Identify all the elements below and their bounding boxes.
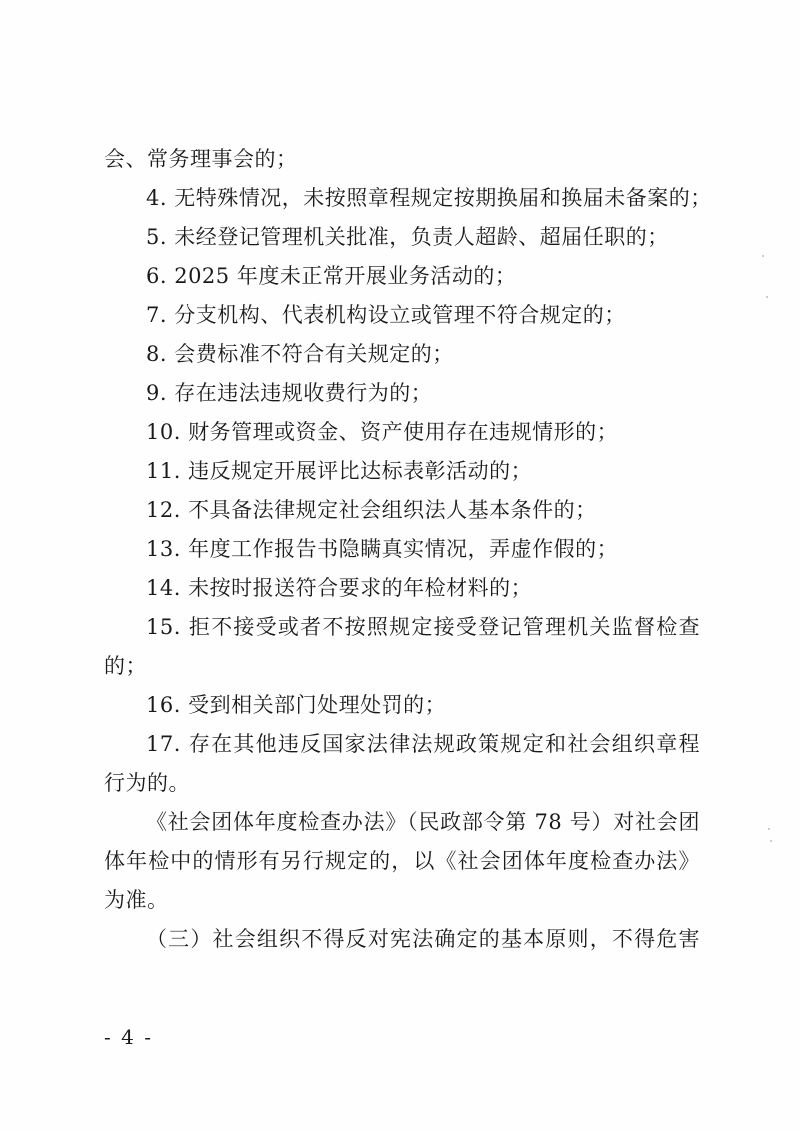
list-item-8: 8. 会费标准不符合有关规定的； xyxy=(146,342,454,366)
list-item-15-continued: 的； xyxy=(104,654,147,678)
list-item-16: 16. 受到相关部门处理处罚的； xyxy=(146,693,447,717)
scan-speck xyxy=(766,296,768,298)
list-item-12: 12. 不具备法律规定社会组织法人基本条件的； xyxy=(146,498,597,522)
scan-speck xyxy=(762,255,764,257)
list-item-10: 10. 财务管理或资金、资产使用存在违规情形的； xyxy=(146,420,619,444)
list-item-14: 14. 未按时报送符合要求的年检材料的； xyxy=(146,576,533,600)
list-item-17: 17. 存在其他违反国家法律法规政策规定和社会组织章程 xyxy=(146,732,700,756)
list-item-13: 13. 年度工作报告书隐瞒真实情况，弄虚作假的； xyxy=(146,537,619,561)
list-item-4: 4. 无特殊情况，未按照章程规定按期换届和换届未备案的； xyxy=(146,186,712,210)
body-text xyxy=(104,140,712,959)
scan-speck xyxy=(768,828,770,830)
list-item-6: 6. 2025 年度未正常开展业务活动的； xyxy=(146,264,517,288)
list-item-5: 5. 未经登记管理机关批准，负责人超龄、超届任职的； xyxy=(146,225,669,249)
list-item-15: 15. 拒不接受或者不按照规定接受登记管理机关监督检查 xyxy=(146,615,700,639)
list-item-9: 9. 存在违法违规收费行为的； xyxy=(146,381,433,405)
list-item-17-continued: 行为的。 xyxy=(104,771,190,795)
page-number: - 4 - xyxy=(104,1025,153,1049)
paragraph-line: 体年检中的情形有另行规定的，以《社会团体年度检查办法》 xyxy=(104,849,700,873)
section-heading-line: （三）社会组织不得反对宪法确定的基本原则，不得危害 xyxy=(146,927,700,951)
paragraph-line: 《社会团体年度检查办法》（民政部令第 78 号）对社会团 xyxy=(146,810,700,834)
list-item-7: 7. 分支机构、代表机构设立或管理不符合规定的； xyxy=(146,303,626,327)
list-item-11: 11. 违反规定开展评比达标表彰活动的； xyxy=(146,459,533,483)
text-line: 会、常务理事会的； xyxy=(104,147,298,171)
paragraph-line: 为准。 xyxy=(104,888,169,912)
scan-speck xyxy=(770,840,772,842)
